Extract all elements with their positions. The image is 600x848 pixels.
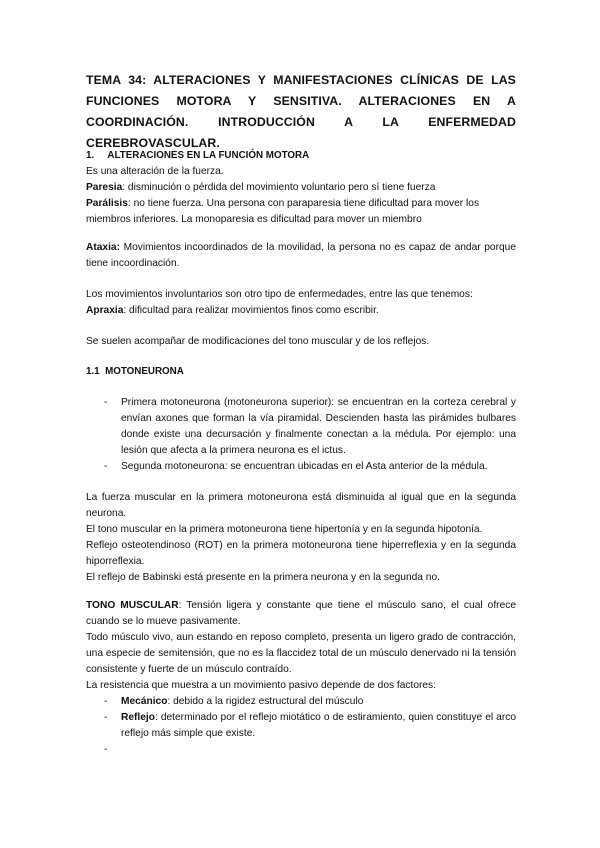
list-item (86, 710, 516, 742)
term: Parálisis (86, 198, 128, 209)
tono-text: El tono muscular en la primera motoneurona tiene hipertonía y en la segunda hipotonía. (86, 524, 483, 535)
definition: Movimientos incoordinados de la movilidad, la persona no es capaz de andar porque tiene incoordinación. (86, 242, 516, 269)
term: Reflejo (121, 712, 155, 723)
note-text: Se suelen acompañar de modificaciones del tono muscular y de los reflejos. (86, 336, 430, 347)
motoneurona-list (86, 395, 516, 475)
ataxia-definition (86, 240, 516, 272)
involuntary-paragraph (86, 287, 516, 319)
paralisis-definition (86, 196, 516, 228)
definition: : Tensión ligera y constante que tiene el músculo sano, el cual ofrece cuando se lo mueve pasivamente. (86, 600, 516, 627)
definition: : disminución o pérdida del movimiento voluntario pero sí tiene fuerza (122, 182, 436, 193)
paresia-definition (86, 180, 516, 196)
document-title: TEMA 34: ALTERACIONES Y MANIFESTACIONES CLÍNICAS DE LAS FUNCIONES MOTORA Y SENSITIVA. ALTERACIONES EN A COORDINACIÓN. INTRODUCCIÓN A LA ENFERMEDAD CEREBROVASCULAR. (86, 73, 516, 150)
motoneurona-comparison (86, 490, 516, 586)
subsection-heading: 1.1 MOTONEURONA (86, 366, 184, 377)
definition: : no tiene fuerza. Una persona con paraparesia tiene dificultad para mover los miembros inferiores. La monoparesia es dificultad para mover un miembro (86, 198, 480, 225)
section-motor-function (86, 148, 516, 228)
term: Mecánico (121, 696, 168, 707)
list-item-text: Segunda motoneurona: se encuentran ubicadas en el Asta anterior de la médula. (121, 461, 488, 472)
list-item (86, 459, 516, 475)
definition: : debido a la rigidez estructural del músculo (167, 696, 364, 707)
term: TONO MUSCULAR (86, 600, 179, 611)
apraxia-definition (86, 303, 516, 319)
rot-text: Reflejo osteotendinoso (ROT) en la primera motoneurona tiene hiperreflexia y en la segunda hiporreflexia. (86, 540, 516, 567)
intro-text: Es una alteración de la fuerza. (86, 166, 224, 177)
dash-bullet: - (104, 461, 108, 472)
section-motoneurona (86, 364, 516, 380)
resistencia-text: La resistencia que muestra a un movimiento pasivo depende de dos factores: (86, 680, 436, 691)
ataxia-paragraph (86, 240, 516, 272)
section-tono-muscular (86, 598, 516, 758)
list-item (86, 694, 516, 710)
todo-musculo-text: Todo músculo vivo, aun estando en reposo completo, presenta un ligero grado de contracción, una especie de semitensión, que no es la flaccidez total de un músculo denervado ni la tensión consistente y fuerte de un músculo contraído. (86, 632, 516, 675)
term: Ataxia: (86, 242, 120, 253)
dash-bullet: - (104, 397, 108, 408)
tone-reflex-note (86, 334, 516, 350)
list-item (86, 395, 516, 459)
definition: : dificultad para realizar movimientos finos como escribir. (123, 305, 379, 316)
fuerza-text: La fuerza muscular en la primera motoneurona está disminuida al igual que en la segunda neurona. (86, 492, 516, 519)
babinski-text: El reflejo de Babinski está presente en la primera neurona y en la segunda no. (86, 572, 440, 583)
dash-bullet: - (104, 712, 108, 723)
definition: : determinado por el reflejo miotático o de estiramiento, quien constituye el arco reflejo más simple que existe. (121, 712, 516, 739)
dash-bullet: - (104, 696, 108, 707)
tono-muscular-definition (86, 598, 516, 630)
factors-list (86, 694, 516, 758)
list-item (86, 742, 516, 758)
list-item-text (121, 744, 124, 755)
term: Paresia (86, 182, 123, 193)
dash-bullet: - (104, 744, 108, 755)
section-heading: 1. ALTERACIONES EN LA FUNCIÓN MOTORA (86, 150, 310, 161)
list-item-text: Primera motoneurona (motoneurona superior): se encuentran en la corteza cerebral y envían axones que forman la vía piramidal. Descienden hasta las pirámides bulbares donde existe una decursación y finalmente conectan a la médula. Por ejemplo: una lesión que afecta a la primera neurona es el ictus. (121, 397, 516, 456)
term: Apraxia (86, 305, 124, 316)
involuntary-text: Los movimientos involuntarios son otro tipo de enfermedades, entre las que tenemos: (86, 289, 473, 300)
